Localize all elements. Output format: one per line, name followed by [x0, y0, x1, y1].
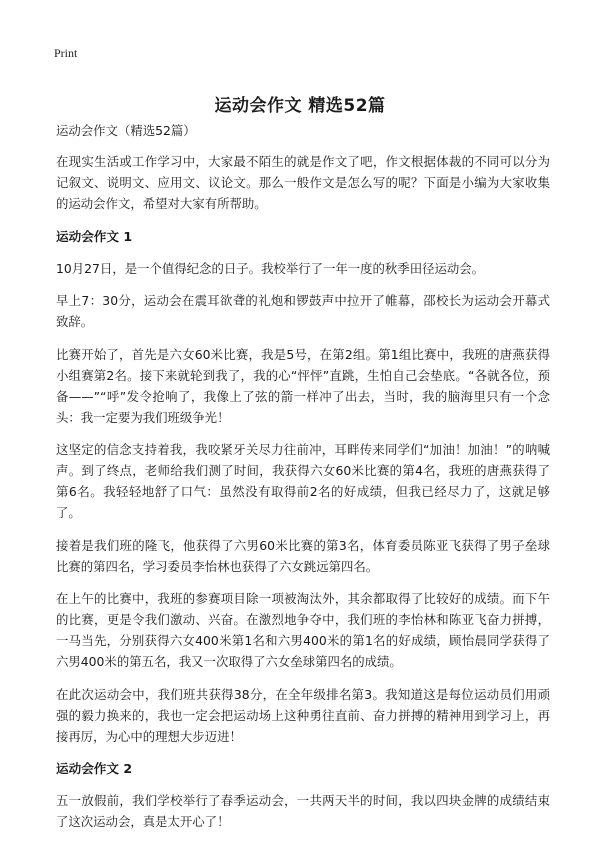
section-heading: 运动会作文 1	[56, 228, 133, 244]
document-subtitle: 运动会作文（精选52篇）	[56, 123, 196, 138]
document-body	[56, 120, 550, 844]
intro-paragraph: 在现实生活或工作学习中，大家最不陌生的就是作文了吧，作文根据体裁的不同可以分为记叙文、说明文、应用文、议论文。那么一般作文是怎么写的呢？下面是小编为大家收集的运动会作文，希望对大家有所帮助。	[56, 154, 550, 211]
body-paragraph: 早上7：30分，运动会在震耳欲聋的礼炮和锣鼓声中拉开了帷幕，邵校长为运动会开幕式致辞。	[56, 293, 550, 329]
document-title: 运动会作文 精选52篇	[214, 96, 386, 117]
body-paragraph: 在此次运动会中，我们班共获得38分，在全年级排名第3。我知道这是每位运动员们用顽强的毅力换来的，我也一定会把运动场上这种勇往直前、奋力拼搏的精神用到学习上，再接再厉，为心中的理想大步迈进！	[56, 686, 550, 744]
body-paragraph: 接着是我们班的隆飞，他获得了六男60米比赛的第3名，体育委员陈亚飞获得了男子垒球比赛的第四名，学习委员李怡林也获得了六女跳远第四名。	[56, 537, 550, 574]
body-paragraph: 五一放假前，我们学校举行了春季运动会，一共两天半的时间，我以四块金牌的成绩结束了这次运动会，真是太开心了！	[56, 793, 550, 829]
body-paragraph: 10月27日，是一个值得纪念的日子。我校举行了一年一度的秋季田径运动会。	[56, 260, 485, 276]
body-paragraph: 这坚定的信念支持着我，我咬紧牙关尽力往前冲，耳畔传来同学们“加油！加油！”的呐喊声。到了终点，老师给我们测了时间，我获得六女60米比赛的第4名，我班的唐燕获得了第6名。我轻轻地舒了口气：虽然没有取得前2名的好成绩，但我已经尽力了，这就足够了。	[56, 442, 550, 520]
body-paragraph: 在上午的比赛中，我班的参赛项目除一项被淘汰外，其余都取得了比较好的成绩。而下午的比赛，更是令我们激动、兴奋。在激烈地争夺中，我们班的李怡林和陈亚飞奋力拼搏，一马当先，分别获得六女400米第1名和六男400米的第1名的好成绩，顾怡晨同学获得了六男400米的第五名，我又一次取得了六女垒球第四名的成绩。	[56, 591, 550, 669]
print-label: Print	[54, 46, 78, 60]
section-heading: 运动会作文 2	[56, 761, 133, 776]
body-paragraph: 比赛开始了，首先是六女60米比赛，我是5号，在第2组。第1组比赛中，我班的唐燕获得小组赛第2名。接下来就轮到我了，我的心“怦怦”直跳，生怕自己会垫底。“各就各位，预备——”“呼”发令抢响了，我像上了弦的箭一样冲了出去，当时，我的脑海里只有一个念头：我一定要为我们班级争光！	[56, 346, 550, 425]
